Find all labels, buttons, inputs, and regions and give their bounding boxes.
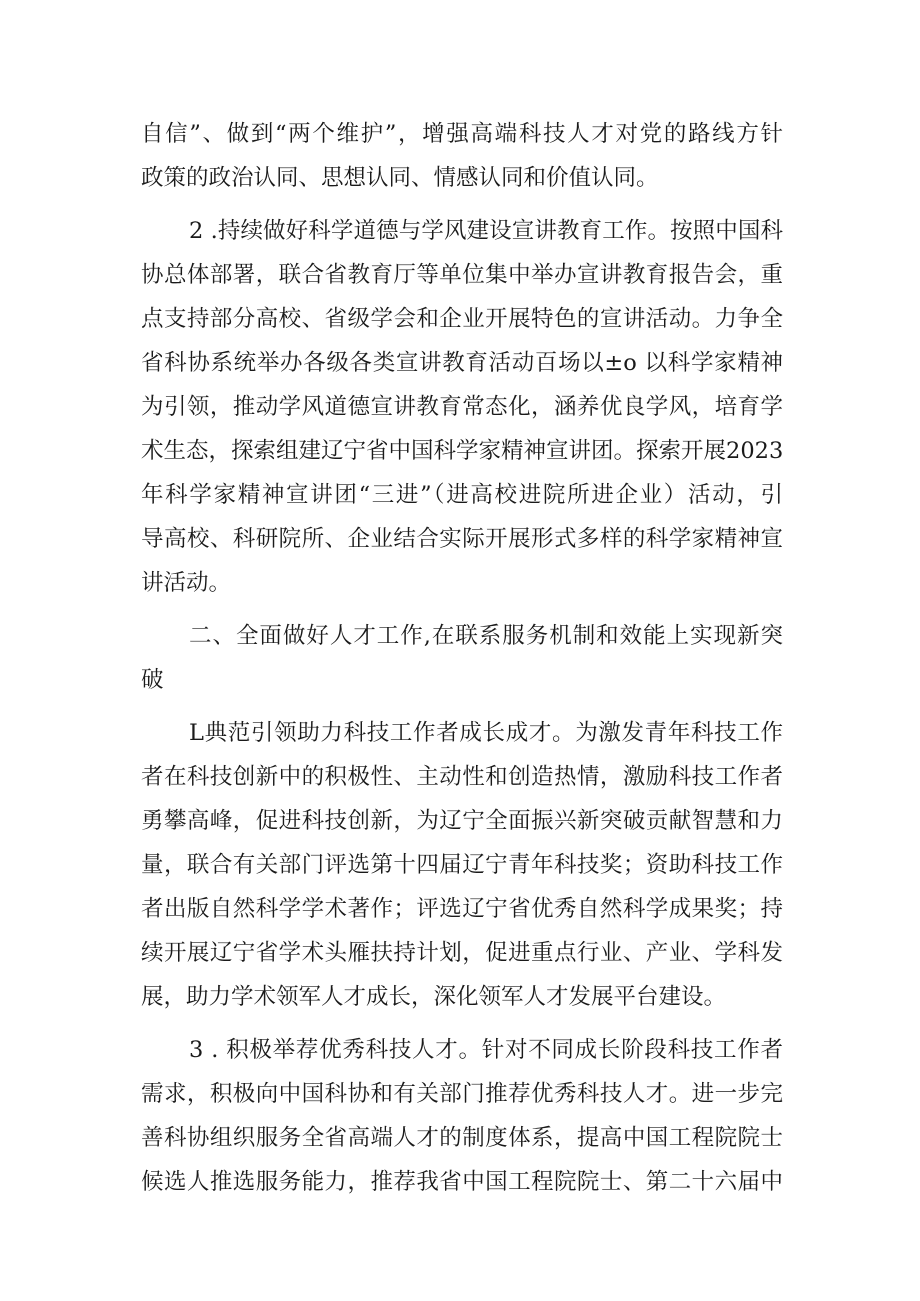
- text-line: 续开展辽宁省学术头雁扶持计划，促进重点行业、产业、学科发: [141, 940, 783, 966]
- text-line: 自信”、做到“两个维护”，增强高端科技人才对党的路线方针: [141, 121, 783, 147]
- text-line: L典范引领助力科技工作者成长成才。为激发青年科技工作: [189, 720, 783, 746]
- text-line: 者在科技创新中的积极性、主动性和创造热情，激励科技工作者: [141, 764, 783, 790]
- text-line: 者出版自然科学学术著作；评选辽宁省优秀自然科学成果奖；持: [141, 896, 783, 922]
- paragraph-item-2-science-ethics: [141, 209, 783, 605]
- text-line: 点支持部分高校、省级学会和企业开展特色的宣讲活动。力争全: [141, 306, 783, 332]
- text-line: 省科协系统举办各级各类宣讲教育活动百场以±o 以科学家精神: [141, 350, 783, 376]
- text-line: 讲活动。: [141, 570, 232, 596]
- text-line: 协总体部署，联合省教育厅等单位集中举办宣讲教育报告会，重: [141, 262, 783, 288]
- text-line: 政策的政治认同、思想认同、情感认同和价值认同。: [141, 165, 659, 191]
- text-line: 3 . 积极举荐优秀科技人才。针对不同成长阶段科技工作者: [189, 1037, 783, 1063]
- paragraph-item-3-recommend-talent: [141, 1028, 783, 1204]
- text-line: 年科学家精神宣讲团“三进”（进高校进院所进企业）活动，引: [141, 482, 783, 508]
- text-line: 2 .持续做好科学道德与学风建设宣讲教育工作。按照中国科: [189, 218, 783, 244]
- text-line: 破: [141, 667, 164, 693]
- text-line: 术生态，探索组建辽宁省中国科学家精神宣讲团。探索开展2023: [141, 438, 784, 464]
- text-line: 勇攀高峰，促进科技创新，为辽宁全面振兴新突破贡献智慧和力: [141, 808, 783, 834]
- paragraph-political-identity: [141, 112, 783, 200]
- text-line: 善科协组织服务全省高端人才的制度体系，提高中国工程院院士: [141, 1125, 783, 1151]
- paragraph-item-1-role-models: [141, 711, 783, 1019]
- text-line: 量，联合有关部门评选第十四届辽宁青年科技奖；资助科技工作: [141, 852, 783, 878]
- text-line: 二、全面做好人才工作,在联系服务机制和效能上实现新突: [189, 623, 783, 649]
- text-line: 展，助力学术领军人才成长，深化领军人才发展平台建设。: [141, 984, 727, 1010]
- text-line: 导高校、科研院所、企业结合实际开展形式多样的科学家精神宣: [141, 526, 783, 552]
- section-heading-talent-work: [141, 614, 783, 702]
- document-page: [141, 112, 783, 1204]
- text-line: 候选人推选服务能力，推荐我省中国工程院院士、第二十六届中: [141, 1169, 783, 1195]
- text-line: 为引领，推动学风道德宣讲教育常态化，涵养优良学风，培育学: [141, 394, 783, 420]
- text-line: 需求，积极向中国科协和有关部门推荐优秀科技人才。进一步完: [141, 1081, 783, 1107]
